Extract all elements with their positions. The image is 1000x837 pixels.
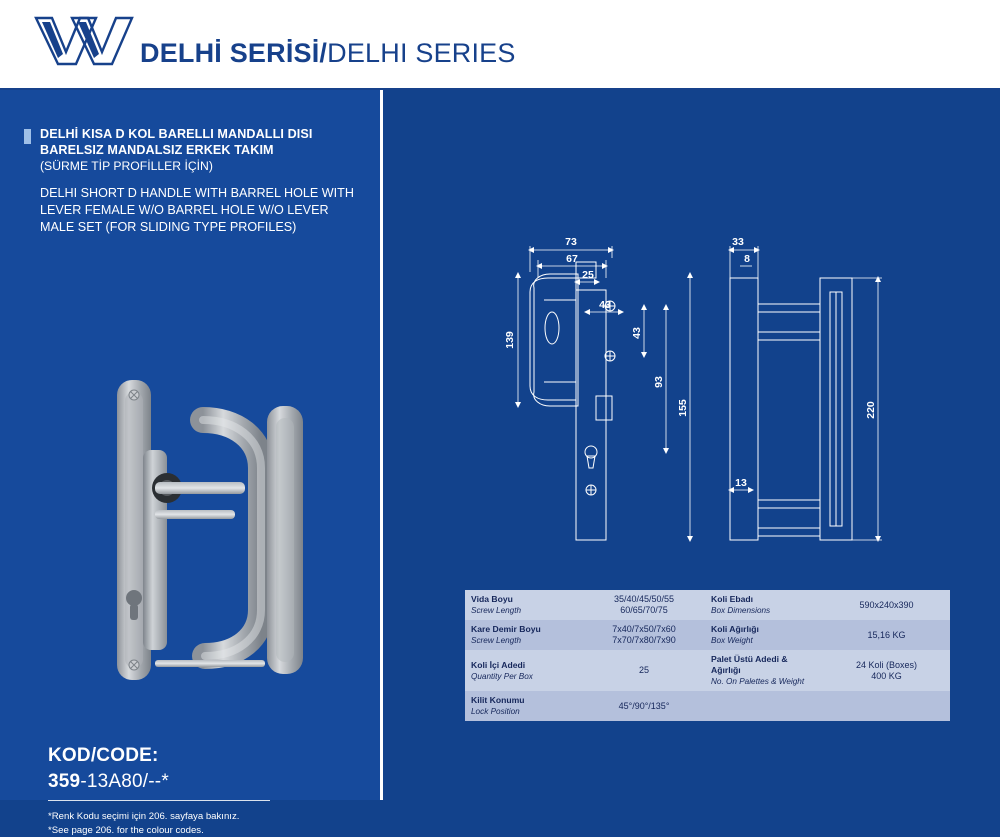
spec-label-tr: Koli İçi Adedi (471, 659, 526, 670)
spec-label-4 (465, 691, 583, 721)
dim-43-top: 43 (599, 299, 611, 311)
table-row (465, 691, 950, 721)
code-prefix: 359 (48, 771, 81, 792)
spec-label2-en: Box Weight (711, 636, 753, 645)
page-title (140, 38, 516, 69)
spec-label-1 (465, 590, 583, 620)
code-underline (48, 800, 270, 801)
dim-220: 220 (865, 401, 877, 419)
page-title-tr: DELHİ SERİSİ/ (140, 38, 328, 68)
product-subtitle-tr: (SÜRME TİP PROFİLLER İÇİN) (40, 159, 213, 173)
w-logo (32, 14, 136, 76)
spec-label-en: Screw Length (471, 636, 522, 645)
spec-label2-tr: Koli Ağırlığı (711, 624, 759, 634)
table-row (465, 650, 950, 691)
spec-value-line1: 45°/90°/135° (618, 700, 670, 711)
spec-value2-line1: 24 Koli (Boxes) (855, 659, 918, 670)
product-code-block (48, 745, 348, 837)
spec-label2-3 (705, 650, 823, 691)
dim-43-right: 43 (631, 327, 643, 339)
bullet-marker (24, 129, 31, 144)
spec-value-line1: 7x40/7x50/7x60 (612, 624, 676, 634)
spec-label-tr: Kilit Konumu (471, 695, 525, 705)
dim-73: 73 (565, 236, 577, 248)
spec-label2-tr: Koli Ebadı (711, 594, 754, 604)
dim-8: 8 (744, 253, 750, 265)
spec-value2-line2: 400 KG (871, 670, 902, 681)
note-en: *See page 206. for the colour codes. (48, 825, 204, 836)
page-header (0, 0, 1000, 90)
panel-divider (380, 90, 383, 800)
table-row (465, 590, 950, 620)
code-label: KOD/CODE: (48, 745, 159, 766)
dim-13: 13 (735, 477, 747, 489)
spec-label2-en: Box Dimensions (711, 606, 771, 615)
page-title-en: DELHI SERIES (327, 38, 516, 68)
spec-value-2 (583, 620, 705, 650)
spec-label-en: Lock Position (471, 707, 520, 716)
left-panel (0, 90, 380, 836)
dim-33: 33 (732, 236, 744, 248)
spec-value2-3 (823, 650, 950, 691)
product-title-block (24, 126, 364, 236)
spec-label-tr: Vida Boyu (471, 594, 513, 604)
spec-value2-1 (823, 590, 950, 620)
spec-value-1 (583, 590, 705, 620)
spec-label2-1 (705, 590, 823, 620)
spec-value-4 (583, 691, 705, 721)
spec-label2-en: No. On Palettes & Weight (711, 677, 805, 686)
code-value (48, 771, 348, 793)
spec-label-3 (465, 650, 583, 691)
product-title-tr: DELHİ KISA D KOL BARELLI MANDALLI DISI BARELSIZ MANDALSIZ ERKEK TAKIM (40, 127, 313, 157)
spec-value2-line1: 590x240x390 (859, 599, 914, 610)
spec-label-tr: Kare Demir Boyu (471, 624, 541, 634)
specification-table (465, 590, 950, 721)
spec-label-en: Screw Length (471, 606, 522, 615)
dim-67: 67 (566, 253, 578, 265)
spec-label-2 (465, 620, 583, 650)
spec-label-en: Quantity Per Box (471, 671, 533, 681)
note-tr: *Renk Kodu seçimi için 206. sayfaya bakınız. (48, 811, 240, 822)
spec-value2-4 (823, 691, 950, 721)
spec-label2-4 (705, 691, 823, 721)
product-title-en: DELHI SHORT D HANDLE WITH BARREL HOLE WITH LEVER FEMALE W/O BARREL HOLE W/O LEVER MALE SET (FOR SLIDING TYPE PROFILES) (40, 186, 354, 234)
spec-value2-2 (823, 620, 950, 650)
spec-value-line1: 35/40/45/50/55 (613, 594, 675, 604)
spec-label2-tr: Palet Üstü Adedi & Ağırlığı (711, 654, 788, 675)
dim-155: 155 (677, 399, 689, 417)
spec-label2-2 (705, 620, 823, 650)
spec-value-line1: 25 (638, 665, 649, 675)
dim-93: 93 (653, 376, 665, 388)
spec-value2-line1: 15,16 KG (867, 629, 906, 640)
dim-139: 139 (504, 331, 516, 349)
spec-value-line2: 60/65/70/75 (620, 605, 668, 615)
product-image (85, 360, 335, 700)
spec-value-line2: 7x70/7x80/7x90 (612, 635, 676, 645)
table-row (465, 620, 950, 650)
code-suffix: -13A80/--* (80, 771, 169, 792)
spec-value-3 (583, 650, 705, 691)
dim-25: 25 (582, 269, 594, 281)
technical-drawing (400, 200, 980, 580)
